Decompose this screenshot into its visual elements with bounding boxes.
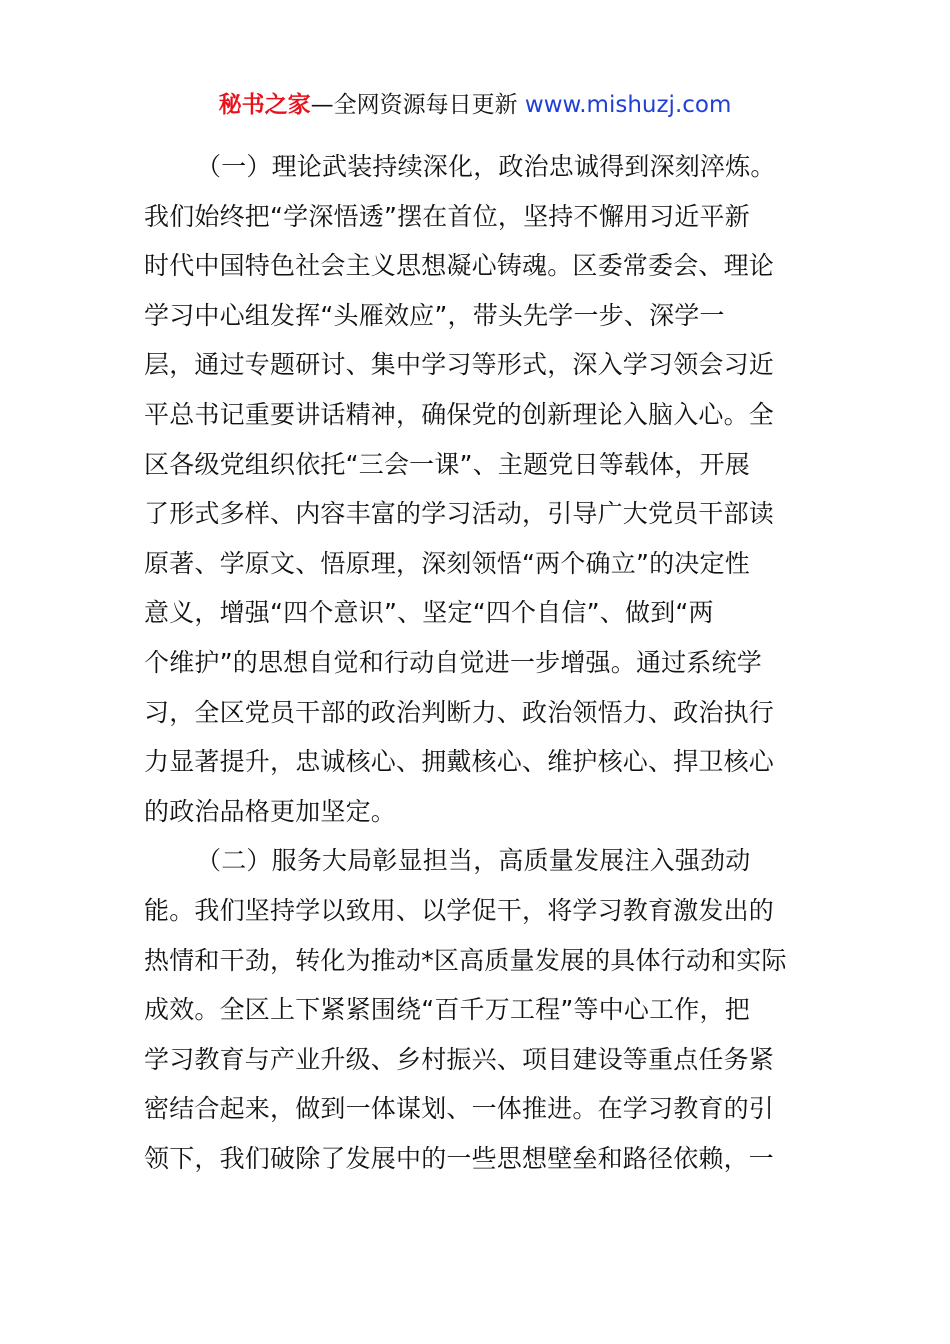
- paragraph-line: 的政治品格更加坚定。: [144, 796, 397, 826]
- paragraph-line: 时代中国特色社会主义思想凝心铸魂。区委常委会、理论: [144, 251, 775, 281]
- paragraph-line: 平总书记重要讲话精神，确保党的创新理论入脑入心。全: [144, 399, 775, 429]
- site-url-link[interactable]: www.mishuzj.com: [524, 92, 732, 118]
- brand-name: 秘书之家: [218, 92, 311, 118]
- paragraph-line: 区各级党组织依托“三会一课”、主题党日等载体，开展: [144, 449, 750, 479]
- paragraph-line: 领下，我们破除了发展中的一些思想壁垒和路径依赖，一: [144, 1143, 775, 1173]
- page-header: [0, 88, 950, 122]
- paragraph-line: 能。我们坚持学以致用、以学促干，将学习教育激发出的: [144, 895, 775, 925]
- paragraph-line: 个维护”的思想自觉和行动自觉进一步增强。通过系统学: [144, 647, 762, 677]
- paragraph-line: 热情和干劲，转化为推动*区高质量发展的具体行动和实际: [144, 945, 787, 975]
- paragraph-line: 习，全区党员干部的政治判断力、政治领悟力、政治执行: [144, 697, 775, 727]
- paragraph-line: 成效。全区上下紧紧围绕“百千万工程”等中心工作，把: [144, 995, 750, 1025]
- paragraph-line: 密结合起来，做到一体谋划、一体推进。在学习教育的引: [144, 1094, 775, 1124]
- paragraph-line: 原著、学原文、悟原理，深刻领悟“两个确立”的决定性: [144, 548, 750, 578]
- header-tagline: —全网资源每日更新: [310, 92, 525, 118]
- paragraph-line: 我们始终把“学深悟透”摆在首位，坚持不懈用习近平新: [144, 201, 750, 231]
- paragraph-line: 学习教育与产业升级、乡村振兴、项目建设等重点任务紧: [144, 1044, 775, 1074]
- paragraph-line: 了形式多样、内容丰富的学习活动，引导广大党员干部读: [144, 499, 775, 529]
- section-heading-2: （二）服务大局彰显担当，高质量发展注入强劲动: [196, 846, 751, 876]
- paragraph-line: 层，通过专题研讨、集中学习等形式，深入学习领会习近: [144, 350, 775, 380]
- paragraph-line: 意义，增强“四个意识”、坚定“四个自信”、做到“两: [144, 598, 714, 628]
- document-body: [144, 142, 810, 1183]
- paragraph-line: 学习中心组发挥“头雁效应”，带头先学一步、深学一: [144, 300, 725, 330]
- paragraph-line: 力显著提升，忠诚核心、拥戴核心、维护核心、捍卫核心: [144, 747, 775, 777]
- section-heading-1: （一）理论武装持续深化，政治忠诚得到深刻淬炼。: [196, 152, 776, 181]
